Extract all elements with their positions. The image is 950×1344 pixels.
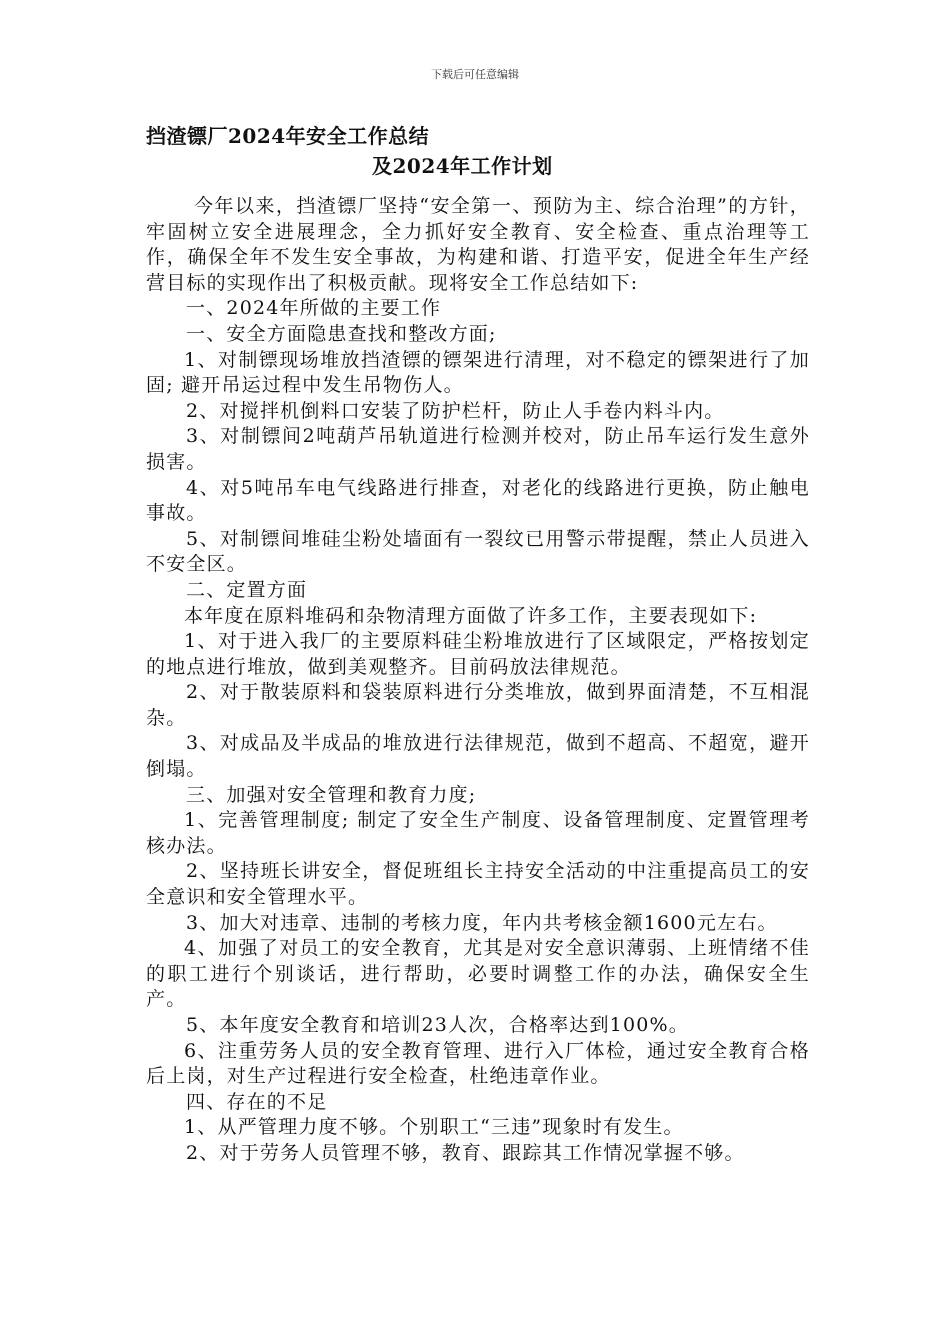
list-item: 1、完善管理制度; 制定了安全生产制度、设备管理制度、定置管理考核办法。 [146, 809, 810, 857]
subsection-heading: 四、存在的不足 [186, 1090, 328, 1113]
list-item: 3、对制镖间2吨葫芦吊轨道进行检测并校对，防止吊车运行发生意外损害。 [146, 425, 810, 473]
list-item: 6、注重劳务人员的安全教育管理、进行入厂体检，通过安全教育合格后上岗，对生产过程进行安全检查，杜绝违章作业。 [146, 1039, 810, 1088]
document-title-line2: 及2024年工作计划 [372, 154, 553, 178]
list-item: 1、对于进入我厂的主要原料硅尘粉堆放进行了区域限定，严格按划定的地点进行堆放，做到美观整齐。目前码放法律规范。 [146, 630, 810, 678]
page-header-note: 下载后可任意编辑 [431, 68, 519, 81]
intro-paragraph: 今年以来，挡渣镖厂坚持“安全第一、预防为主、综合治理”的方针，牢固树立安全进展理念，全力抓好安全教育、安全检查、重点治理等工作，确保全年不发生安全事故，为构建和谐、打造平安，促进全年生产经营目标的实现作出了积极贡献。现将安全工作总结如下: [146, 195, 810, 294]
list-item: 3、对成品及半成品的堆放进行法律规范，做到不超高、不超宽，避开倒塌。 [146, 732, 810, 781]
list-item: 3、加大对违章、违制的考核力度，年内共考核金额1600元左右。 [186, 911, 778, 934]
list-item: 5、对制镖间堆硅尘粉处墙面有一裂纹已用警示带提醒，禁止人员进入不安全区。 [146, 527, 810, 576]
list-item: 4、加强了对员工的安全教育，尤其是对安全意识薄弱、上班情绪不佳的职工进行个别谈话，进行帮助，必要时调整工作的办法，确保安全生产。 [146, 937, 810, 1011]
list-item: 4、对5吨吊车电气线路进行排查，对老化的线路进行更换，防止触电事故。 [146, 476, 810, 525]
list-item: 2、对于劳务人员管理不够，教育、跟踪其工作情况掌握不够。 [186, 1141, 745, 1164]
subsection-heading: 二、定置方面 [186, 578, 308, 601]
document-body [146, 194, 810, 1167]
list-item: 1、从严管理力度不够。个别职工“三违”现象时有发生。 [184, 1116, 684, 1139]
document-title-line1: 挡渣镖厂2024年安全工作总结 [146, 124, 430, 148]
list-item: 5、本年度安全教育和培训23人次，合格率达到100%。 [186, 1014, 689, 1036]
paragraph: 本年度在原料堆码和杂物清理方面做了许多工作，主要表现如下: [184, 604, 758, 627]
section-heading: 一、2024年所做的主要工作 [186, 297, 442, 320]
list-item: 2、坚持班长讲安全，督促班组长主持安全活动的中注重提高员工的安全意识和安全管理水平。 [146, 860, 810, 909]
list-item: 1、对制镖现场堆放挡渣镖的镖架进行清理，对不稳定的镖架进行了加固; 避开吊运过程中发生吊物伤人。 [146, 348, 810, 397]
list-item: 2、对于散装原料和袋装原料进行分类堆放，做到界面清楚，不互相混杂。 [146, 681, 810, 729]
subsection-heading: 三、加强对安全管理和教育力度; [186, 783, 477, 806]
list-item: 2、对搅拌机倒料口安装了防护栏杆，防止人手卷内料斗内。 [186, 399, 725, 422]
subsection-heading: 一、安全方面隐患查找和整改方面; [186, 322, 497, 345]
